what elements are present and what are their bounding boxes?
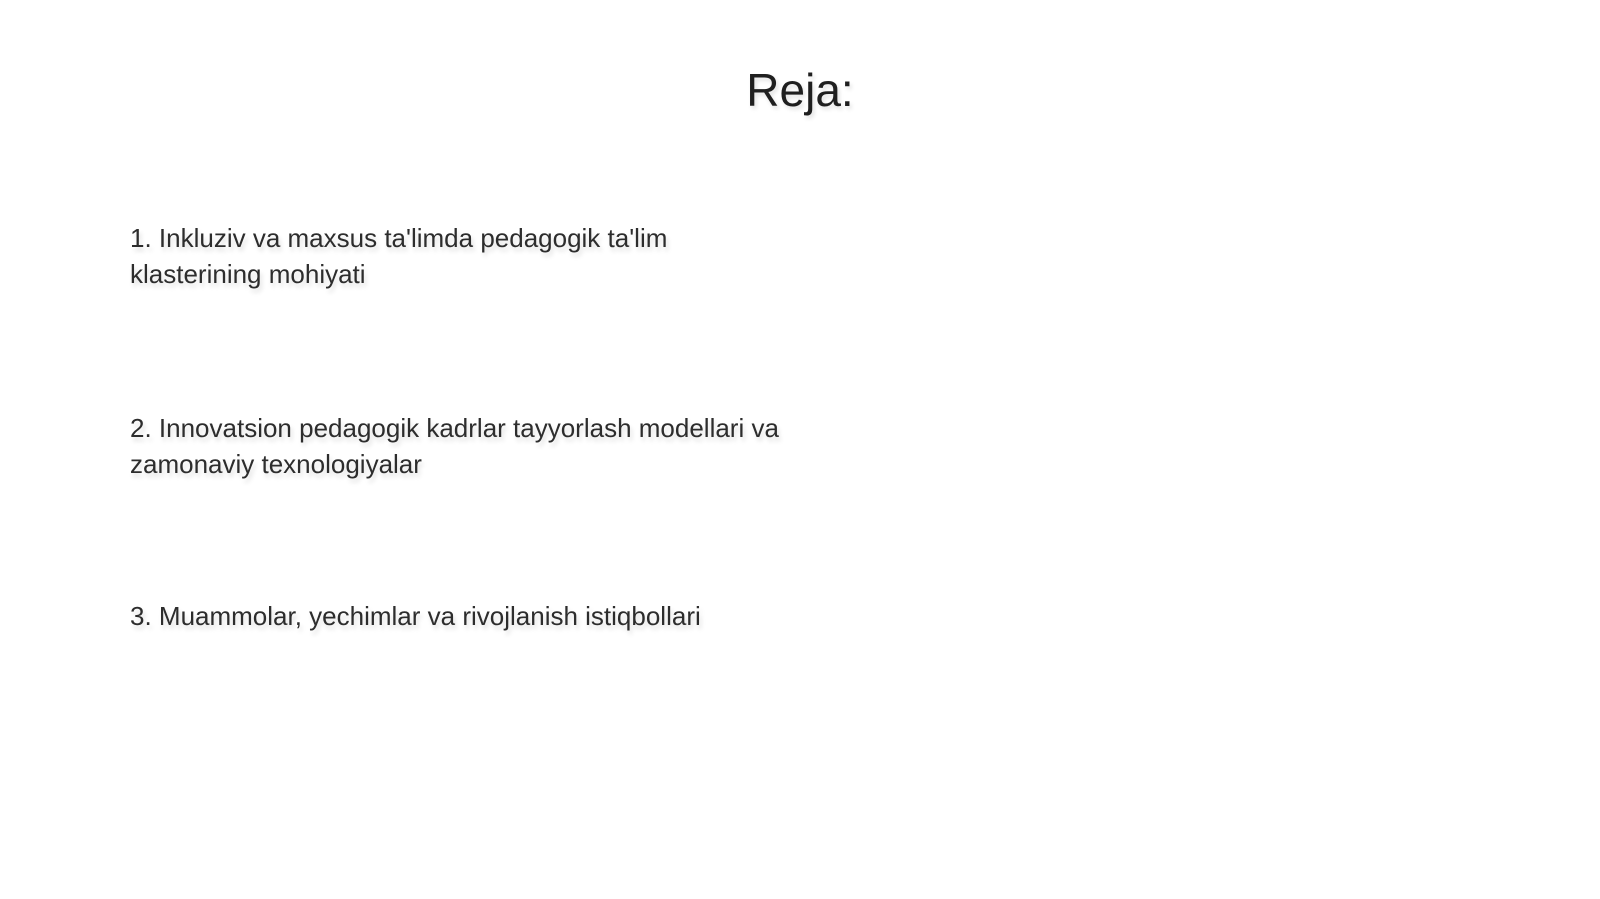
plan-item-2-line-2: zamonaviy texnologiyalar (130, 449, 422, 479)
slide-title: Reja: (746, 64, 854, 116)
plan-item-1-line-2: klasterining mohiyati (130, 259, 366, 289)
plan-item-1 (130, 220, 850, 292)
plan-item-1-line-1: 1. Inkluziv va maxsus ta'limda pedagogik ta'lim (130, 223, 668, 253)
plan-item-3-line-1: 3. Muammolar, yechimlar va rivojlanish istiqbollari (130, 601, 701, 631)
plan-item-2 (130, 410, 850, 482)
plan-item-2-line-1: 2. Innovatsion pedagogik kadrlar tayyorlash modellari va (130, 413, 779, 443)
plan-item-3 (130, 598, 850, 634)
